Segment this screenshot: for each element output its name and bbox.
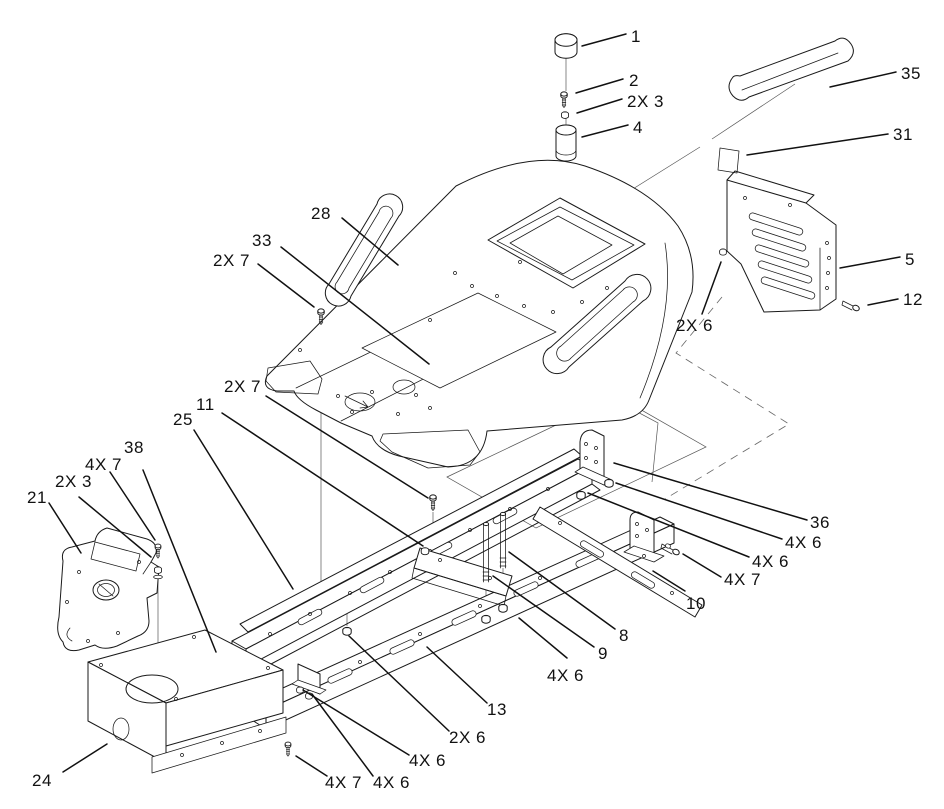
callout-8-label: 8: [619, 626, 629, 645]
callout-2x7-lower-label: 2X 7: [224, 377, 261, 396]
callout-21-leader: [49, 503, 81, 553]
callout-2x3-top-leader: [577, 99, 622, 113]
callout-4x7-left: [85, 455, 155, 540]
callout-12-leader: [868, 299, 898, 305]
callout-13-leader: [427, 647, 487, 703]
callout-35-leader: [830, 72, 896, 87]
callout-2x6-right-leader: [702, 262, 721, 314]
nut-2x3-left: [154, 567, 161, 574]
callout-24-leader: [63, 744, 107, 772]
nut-4x6-right-2: [577, 491, 585, 499]
callout-4x6-middle-label: 4X 6: [547, 666, 584, 685]
callout-38-label: 38: [124, 438, 144, 457]
callout-31: [747, 125, 913, 155]
part-3-nut-top: [561, 112, 568, 119]
nut-stud-9: [482, 615, 490, 623]
callout-13: [427, 647, 507, 719]
callout-5: [840, 250, 915, 269]
callout-4x6-middle: [519, 618, 584, 685]
callout-5-label: 5: [905, 250, 915, 269]
callout-1-leader: [582, 34, 626, 46]
part-2-screw: [561, 92, 567, 108]
callout-31-label: 31: [893, 125, 913, 144]
callout-9-label: 9: [598, 644, 608, 663]
callout-1-label: 1: [631, 27, 641, 46]
callout-1: [582, 27, 641, 46]
part-31-decal: [718, 148, 739, 173]
part-5-louvered-panel: [720, 171, 836, 312]
callout-25-leader: [194, 430, 293, 589]
callout-36-label: 36: [810, 513, 830, 532]
callout-2x7-upper-leader: [258, 264, 314, 307]
callout-4x7-right-leader: [683, 554, 721, 577]
callout-24: [32, 744, 107, 790]
callout-2x7-upper-label: 2X 7: [213, 251, 250, 270]
callout-21-label: 21: [27, 488, 47, 507]
screw-4x7-bottom: [285, 742, 291, 756]
callout-25-label: 25: [173, 410, 193, 429]
callout-2-leader: [576, 79, 623, 93]
callout-4x7-left-label: 4X 7: [85, 455, 122, 474]
callout-33-label: 33: [252, 231, 272, 250]
callout-24-label: 24: [32, 771, 52, 790]
callout-2: [576, 71, 639, 93]
callout-11-label: 11: [196, 395, 215, 414]
callout-12: [868, 290, 923, 309]
frame-cross-rail: [533, 507, 702, 617]
callout-4-leader: [582, 125, 628, 137]
callout-31-leader: [747, 134, 888, 155]
nut-11-target: [421, 548, 429, 555]
part-4-spacer: [556, 125, 576, 161]
callout-2x7-upper: [213, 251, 314, 307]
part-21-bracket: [58, 528, 159, 651]
callout-35-label: 35: [901, 64, 921, 83]
washer-left: [154, 575, 163, 579]
callout-4x6-bottom-1-label: 4X 6: [409, 751, 446, 770]
nut-stud-8: [499, 604, 507, 612]
callout-2x6-right-label: 2X 6: [676, 316, 713, 335]
callout-5-leader: [840, 257, 900, 268]
callout-4x7-bottom-label: 4X 7: [325, 773, 362, 792]
nut-2x6-bottom-target: [343, 627, 351, 635]
callout-4x6-bottom-1-leader: [303, 690, 409, 755]
callout-2x3-left-label: 2X 3: [55, 472, 92, 491]
callout-4x6-bottom-2-label: 4X 6: [373, 773, 410, 792]
callout-4x6-middle-leader: [519, 618, 567, 658]
callout-35: [830, 64, 921, 87]
callout-2x3-top-label: 2X 3: [627, 92, 664, 111]
callout-2-label: 2: [629, 71, 639, 90]
callout-4-label: 4: [633, 118, 643, 137]
callout-2x6-bottom-label: 2X 6: [449, 728, 486, 747]
callout-25: [173, 410, 293, 589]
callout-4x6-bottom-2-leader: [312, 694, 373, 776]
callout-4x7-right: [683, 554, 761, 589]
callout-12-label: 12: [903, 290, 923, 309]
callout-2x3-top: [577, 92, 664, 113]
nut-4x6-right-1: [605, 479, 613, 487]
callout-4x6-right-2-label: 4X 6: [752, 552, 789, 571]
callout-4x7-bottom: [296, 756, 362, 792]
callout-21: [27, 488, 81, 553]
callout-4x6-right-1-label: 4X 6: [785, 533, 822, 552]
callout-28-label: 28: [311, 204, 331, 223]
callout-4x7-right-label: 4X 7: [724, 570, 761, 589]
part-35-trim-strip: [729, 38, 853, 100]
screw-2x7-lower: [430, 495, 436, 511]
nut-2x6-right-target: [720, 249, 727, 255]
part-12-screw: [842, 301, 860, 312]
part-1-cap: [555, 34, 577, 58]
callout-38-leader: [143, 470, 216, 652]
callout-13-label: 13: [487, 700, 507, 719]
callout-10-label: 10: [686, 594, 706, 613]
callout-4x7-bottom-leader: [296, 756, 327, 776]
callout-4: [582, 118, 643, 137]
